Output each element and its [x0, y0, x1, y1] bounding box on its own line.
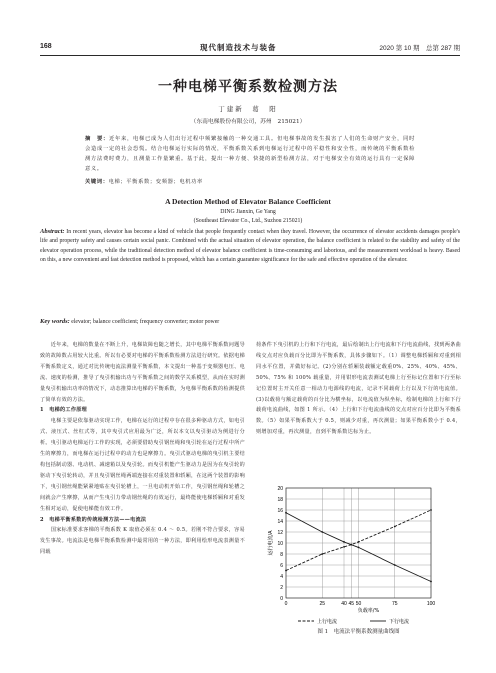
- page-number: 168: [40, 43, 52, 50]
- series-2-point: [358, 547, 360, 549]
- section-2-heading: 2 电梯平衡系数的传统检测方法——电流法: [40, 516, 147, 523]
- body-right-column: [256, 340, 461, 438]
- series-2-point: [394, 564, 396, 566]
- english-abstract: [40, 227, 460, 266]
- x-tick-label: 100: [426, 601, 436, 607]
- section-1-heading: 1 电梯的工作原理: [40, 407, 87, 414]
- y-tick-label: 2: [280, 584, 283, 591]
- abstract-cn-label: 摘 要：: [85, 136, 110, 142]
- x-tick-label: 45: [348, 601, 355, 607]
- legend-label-1: 上行电流: [317, 618, 338, 625]
- y-tick-label: 12: [277, 529, 283, 536]
- abstract-cn: [85, 134, 415, 174]
- issue-info: 2020 第 10 期 总第 287 期: [379, 45, 460, 52]
- keywords-cn-text: 电梯；平衡系数；变频器；电机功率: [108, 179, 203, 185]
- english-affiliation: (Southeast Elevator Co., Ltd., Suzhou 215021): [193, 218, 303, 224]
- series-1-point: [430, 509, 432, 511]
- y-tick-label: 20: [277, 485, 283, 492]
- series-1-point: [343, 546, 345, 548]
- x-axis-label: 负载率/%: [357, 608, 380, 614]
- body-left-column: [40, 340, 245, 558]
- series-1-point: [321, 553, 323, 555]
- english-abstract-text: In recent years, elevator has become a kind of vehicle that people frequently contact when they travel. However, the occurrence of elevator accidents damages people's life and property safety and causes certain social panic. Combined with the actual situation of elevator operation, the balance coefficient is related to the stability and safety of the elevator operation process, while the traditional detection method of elevator balance coefficient is time-consuming and laborious, and the measurement workload is heavy. Based on this, a new convenient and fast detection method is proposed, which has a certain guarantee significance for the safe and effective operation of the elevator.: [40, 229, 460, 264]
- y-axis-label: 运行电流/A: [268, 530, 274, 556]
- series-2-point: [343, 541, 345, 543]
- authors: 丁建新 葛 阳: [218, 105, 278, 113]
- english-keywords-label: Key words:: [40, 318, 70, 325]
- affiliation: （东南电梯股份有限公司，苏州 215021）: [190, 119, 306, 125]
- english-title: A Detection Method of Elevator Balance Coefficient: [165, 197, 331, 206]
- series-1-point: [394, 526, 396, 528]
- x-tick-label: 25: [319, 601, 326, 607]
- journal-name: 现代制造技术与装备: [200, 43, 277, 52]
- english-keywords: [40, 318, 460, 325]
- balance-coefficient-chart: [256, 480, 461, 630]
- right-column-paragraph: 荷条件下曳引机的上行和下行电流，最后绘制出上行电流和下行电流曲线，找到两条曲线交点对应负载百分比即为平衡系数，具体步骤如下。（1）调整电梯轿厢和对重到相同水平位置，并做好标记。(2)分别在轿厢装载额定载重0%、25%、40%、45%、50%、75% 和 100% 载重量，并用钳形电流表测试电梯上行至标记位置和下行至标记位置时主开关任意一相动力电源线的电流，记录不同载荷上行以及下行的电流值。(3)以载荷与额定载荷的百分比为横坐标，以电流值为纵坐标，绘制电梯的上行和下行载荷电流曲线，如图 1 所示。（4）上行和下行电流曲线的交点对应百分比即为平衡系数。（5）如果平衡系数大于 0.5，则减少对重，再次测量；如果平衡系数小于 0.4，则增加对重，再次测量，直到平衡系数达标为止。: [256, 342, 461, 436]
- y-tick-label: 0: [280, 595, 283, 602]
- english-authors: DING Jianxin, Ge Yang: [220, 209, 276, 215]
- x-tick-label: 75: [391, 601, 398, 607]
- intro-paragraph: 近年来，电梯的数量在不断上升，电梯故障也随之增长，其中电梯平衡系数问题导致的故障数占用较大比重。所以有必要对电梯的平衡系数检测方法进行研究。依据电梯平衡系数定义，通过对比传统电流法测量平衡系数，本文提出一种基于变频器电压、电流、速度的检测，推导了曳引机输出功与平衡系数之间的数学关系模型，从而在实时测量曳引机输出功率的情况下，动态推算出电梯的平衡系数，为电梯平衡系数的检测提供了简单有效的方法。: [40, 342, 245, 403]
- x-tick-label: 40: [341, 601, 347, 607]
- paper-title: 一种电梯平衡系数检测方法: [158, 79, 338, 95]
- y-tick-label: 16: [277, 507, 283, 514]
- english-keywords-text: elevator; balance coefficient; frequency converter; motor power: [71, 319, 220, 325]
- series-2-point: [285, 512, 287, 514]
- series-1-point: [358, 541, 360, 543]
- y-tick-label: 4: [280, 573, 283, 580]
- x-tick-label: 0: [284, 601, 288, 607]
- section-1-paragraph: 电梯主要是依靠驱动实现工作，电梯在运行的过程中存在很多种驱动方式，如电引式、液压式、丝杠式等，其中曳引式应用最为广泛，所以本文以曳引驱动为例进行分析。曳引驱动电梯运行工作的实现，必须要借助曳引钢丝绳和曳引轮在运行过程中所产生的摩擦力，而电梯在运行过程中的动力也是摩擦力。曳引式驱动电梯的曳引机主要结构包括制动器、电动机、减速箱以及曳引轮。而曳引机能产生驱动力是因为在曳引轮的驱动下曳引轮转动，并且曳引钢丝绳两端连接在对重装置和轿厢，在这两个装置的影响下，曳引钢丝绳能紧紧地贴在曳引轮槽上，一旦电动机开始工作，曳引钢丝绳和轮槽之间就会产生摩擦，从而产生曳引力带动钢丝绳的有效运行，最终能使电梯轿厢和对重发生相对运动，促使电梯能有效工作。: [40, 418, 245, 512]
- keywords-cn-label: 关键词：: [85, 179, 109, 185]
- figure-1: [256, 480, 461, 640]
- y-tick-label: 10: [277, 540, 283, 547]
- y-tick-label: 8: [280, 551, 283, 558]
- abstract-cn-text: 近年来，电梯已成为人们出行过程中频繁接触的一种交通工具。但电梯事故的发生损害了人们的生命财产安全，同时会造成一定的社会恐慌。结合电梯运行实际的情况，平衡系数关系到电梯运行过程中的平稳性和安全性，而传统的平衡系数检测方法费时费力，且测量工作量繁重。基于此，提出一种方便、快捷的新型检测方法，对于电梯安全有效的运行具有一定保障意义。: [85, 136, 415, 172]
- series-2-point: [350, 544, 352, 546]
- x-tick-label: 50: [355, 601, 362, 607]
- english-abstract-label: Abstract:: [40, 228, 65, 235]
- keywords-cn: [85, 177, 415, 185]
- y-tick-label: 6: [280, 562, 283, 569]
- figure-caption: 图 1 电流法平衡系数测量曲线图: [317, 629, 400, 635]
- series-2-point: [430, 581, 432, 583]
- series-1-point: [285, 570, 287, 572]
- legend-label-2: 下行电流: [389, 618, 410, 625]
- section-2-paragraph: 国家标准要求客梯的平衡系数 K 取值必须在 0.4 ～ 0.5。若刚不符合要求，容易发生事故。电流法是电梯平衡系数检测中最常用的一种方法，即利用绘形电流表测量不同载: [40, 527, 245, 556]
- y-tick-label: 14: [277, 518, 283, 525]
- running-header: [40, 40, 460, 56]
- series-2-point: [321, 531, 323, 533]
- y-tick-label: 18: [277, 496, 283, 503]
